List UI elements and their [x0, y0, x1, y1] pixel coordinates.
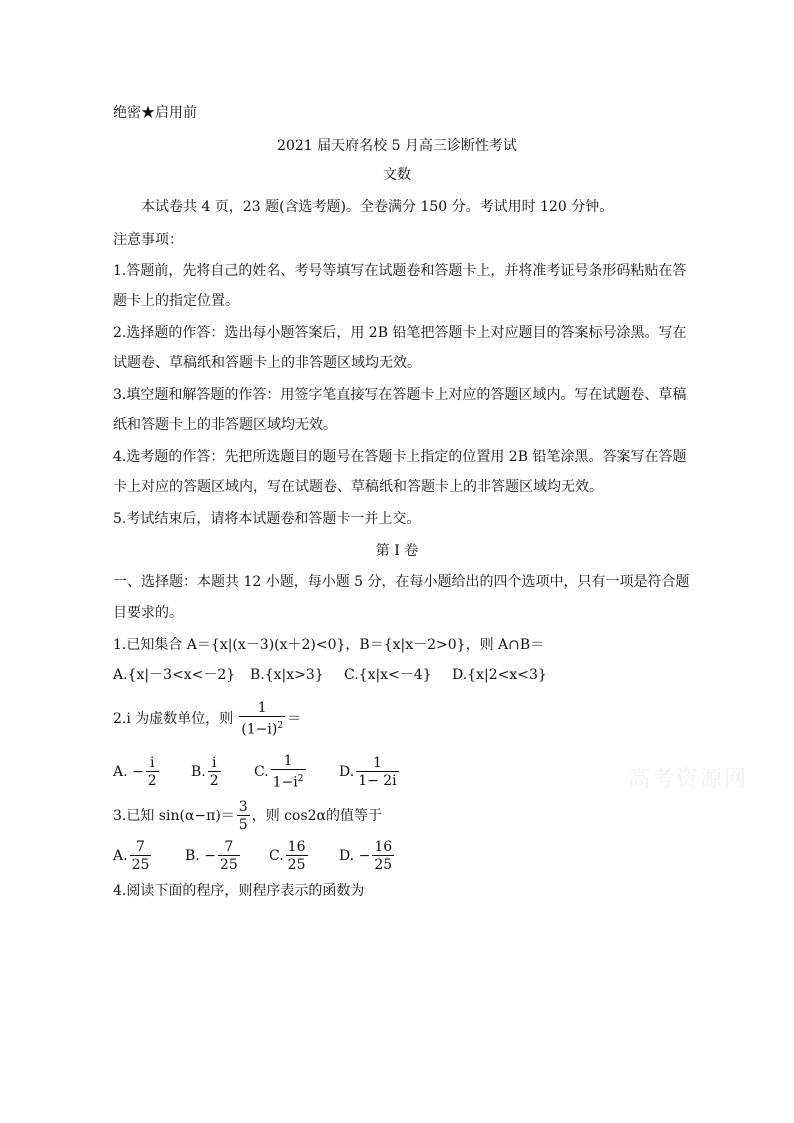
fraction	[237, 799, 250, 834]
notes-title: 注意事项：	[113, 232, 183, 248]
denominator: 5	[238, 816, 248, 833]
fraction	[130, 839, 152, 874]
notes-line: 试题卷、草稿纸和答题卡上的非答题区域均无效。	[113, 355, 421, 371]
question-1-stem: 1.已知集合 A＝{x|(x－3)(x＋2)<0}，B＝{x|x－2>0}，则 A∩B＝	[113, 637, 545, 653]
exam-intro: 本试卷共 4 页，23 题(含选考题)。全卷满分 150 分。考试用时 120 分钟。	[141, 199, 614, 215]
fraction	[146, 755, 159, 790]
option-b	[185, 839, 269, 874]
section-instruction: 一、选择题：本题共 12 小题，每小题 5 分，在每小题给出的四个选项中，只有一项是符合题	[113, 574, 690, 590]
option-label: D.	[339, 764, 355, 780]
numerator: i	[149, 754, 155, 771]
option-label: B. −	[185, 848, 216, 864]
notes-line: 5.考试结束后，请将本试题卷和答题卡一并上交。	[113, 511, 421, 527]
denominator: 2	[147, 772, 157, 789]
option-c	[254, 753, 339, 792]
stem-text: ，则 cos2α的值等于	[251, 808, 382, 824]
denominator	[271, 770, 306, 792]
subject-title: 文数	[383, 167, 411, 183]
option-label: A.	[113, 848, 128, 864]
option-c: C.{x|x<－4}	[344, 667, 432, 683]
option-d: D.{x|2<x<3}	[452, 667, 547, 683]
option-b: B.{x|x>3}	[250, 667, 324, 683]
notes-line: 卡上对应的答题区域内，写在试题卷、草稿纸和答题卡上的非答题区域均无效。	[113, 479, 603, 495]
numerator: 1	[372, 754, 382, 771]
question-2-stem	[113, 698, 301, 740]
exam-title: 2021 届天府名校 5 月高三诊断性考试	[277, 138, 517, 154]
question-2-options	[113, 752, 401, 792]
fraction	[208, 755, 221, 790]
option-a	[113, 755, 191, 790]
denominator: 1− 2i	[358, 772, 397, 789]
question-3-stem	[113, 796, 382, 836]
notes-line: 题卡上的指定位置。	[113, 293, 239, 309]
exponent: 2	[277, 720, 284, 731]
option-a	[113, 839, 185, 874]
fraction	[218, 839, 240, 874]
question-3-options	[113, 836, 396, 876]
numerator: 3	[238, 798, 248, 815]
option-label: B.	[191, 764, 206, 780]
option-d	[339, 839, 396, 874]
denominator: 25	[131, 856, 150, 873]
notes-line: 纸和答题卡上的非答题区域均无效。	[113, 417, 337, 433]
notes-line: 1.答题前，先将自己的姓名、考号等填写在试题卷和答题卡上，并将准考证号条形码粘贴在答	[113, 263, 687, 279]
option-label: C.	[269, 848, 284, 864]
option-d	[339, 755, 401, 790]
denominator: 25	[219, 856, 238, 873]
option-a: A.{x|－3<x<－2}	[113, 667, 236, 683]
numerator: 16	[374, 838, 393, 855]
notes-line: 3.填空题和解答题的作答：用签字笔直接写在答题卡上对应的答题区域内。写在试题卷、草稿	[113, 387, 687, 403]
exponent: 2	[297, 773, 304, 784]
numerator: 1	[283, 752, 293, 769]
notes-line: 4.选考题的作答：先把所选题目的题号在答题卡上指定的位置用 2B 铅笔涂黑。答案写在答题	[113, 449, 687, 465]
denominator: 25	[287, 856, 306, 873]
fraction	[271, 753, 306, 792]
numerator: 1	[257, 699, 267, 716]
option-label: C.	[254, 764, 269, 780]
section-instruction: 目要求的。	[113, 605, 183, 621]
watermark: 高考资源网	[628, 767, 749, 792]
denominator-base: 1−i	[272, 774, 298, 791]
denominator-base: (1−i)	[241, 721, 278, 738]
notes-line: 2.选择题的作答：选出每小题答案后，用 2B 铅笔把答题卡上对应题目的答案标号涂黑。写在	[113, 325, 687, 341]
question-4-stem: 4.阅读下面的程序，则程序表示的函数为	[113, 883, 365, 899]
numerator: 7	[136, 838, 145, 855]
confidential-mark: 绝密★启用前	[113, 105, 197, 121]
denominator: 2	[209, 772, 219, 789]
fraction	[286, 839, 308, 874]
denominator	[239, 717, 285, 739]
fraction	[372, 839, 394, 874]
fraction	[356, 755, 398, 790]
numerator: 16	[287, 838, 306, 855]
fraction	[239, 700, 285, 739]
stem-text: 2.i 为虚数单位，则	[113, 711, 234, 727]
stem-text: 3.已知 sin(α−π)＝	[113, 808, 235, 824]
option-label: A. −	[113, 764, 144, 780]
option-c	[269, 839, 339, 874]
question-1-options	[113, 666, 547, 684]
denominator: 25	[374, 856, 393, 873]
numerator: 7	[224, 838, 234, 855]
section-title: 第 I 卷	[375, 543, 419, 559]
stem-text: ＝	[287, 711, 302, 727]
option-label: D. −	[339, 848, 371, 864]
option-b	[191, 755, 254, 790]
numerator: i	[211, 754, 217, 771]
